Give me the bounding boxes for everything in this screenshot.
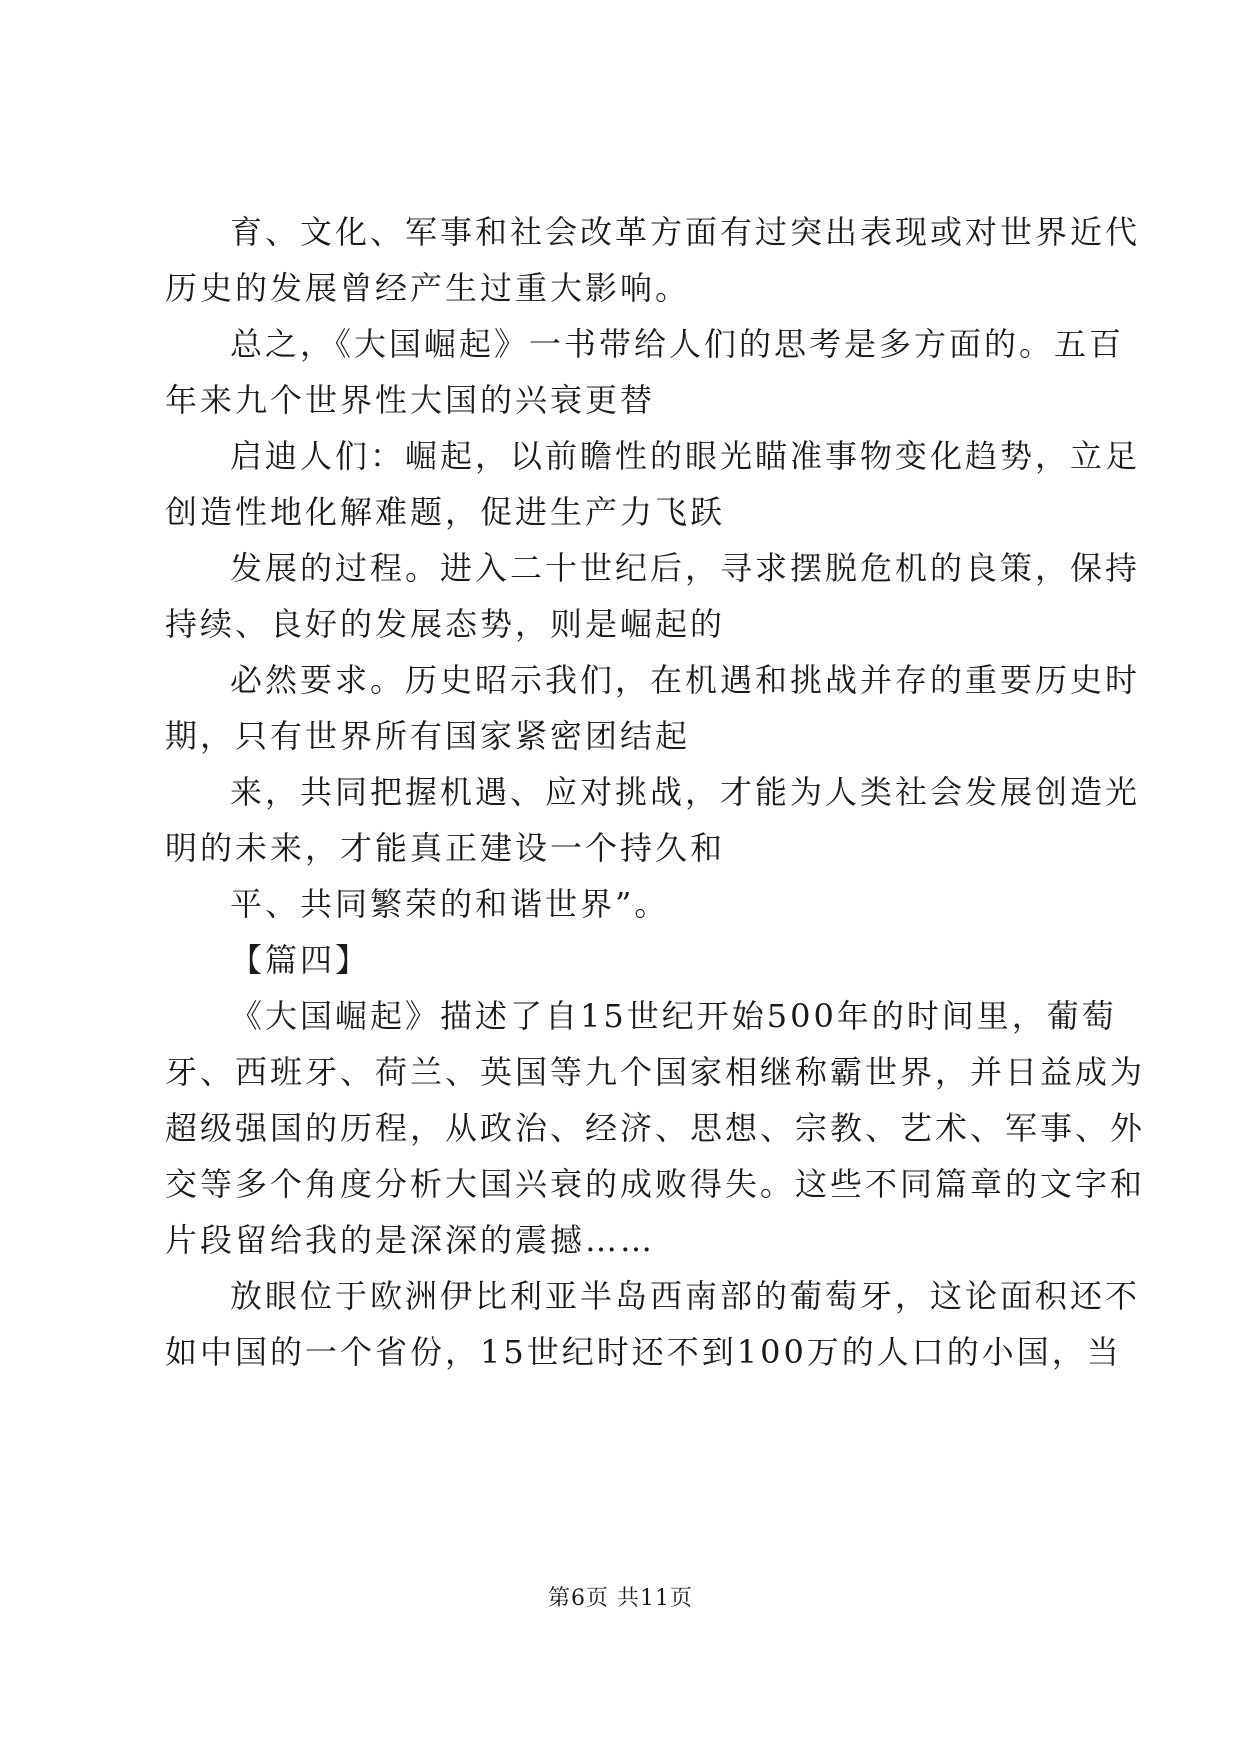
text-line: 总之，《大国崛起》一书带给人们的思考是多方面的。五百 [230, 325, 1125, 363]
text-line: 明的未来，才能真正建设一个持久和 [165, 829, 726, 867]
section-heading: 【篇四】 [230, 941, 371, 979]
text-line: 来，共同把握机遇、应对挑战，才能为人类社会发展创造光 [230, 773, 1141, 811]
text-line: 育、文化、军事和社会改革方面有过突出表现或对世界近代 [230, 213, 1141, 251]
text-line: 平、共同繁荣的和谐世界”。 [230, 885, 670, 923]
text-line: 发展的过程。进入二十世纪后，寻求摆脱危机的良策，保持 [230, 549, 1141, 587]
page-footer: 第6页 共11页 [548, 1586, 693, 1611]
text-line: 创造性地化解难题，促进生产力飞跃 [165, 493, 726, 531]
text-line: 如中国的一个省份，15世纪时还不到100万的人口的小国，当 [165, 1333, 1122, 1371]
text-line: 超级强国的历程，从政治、经济、思想、宗教、艺术、军事、外 [165, 1109, 1146, 1147]
text-line: 持续、良好的发展态势，则是崛起的 [165, 605, 726, 643]
text-line: 启迪人们：崛起，以前瞻性的眼光瞄准事物变化趋势，立足 [230, 437, 1141, 475]
text-line: 片段留给我的是深深的震撼…… [165, 1221, 656, 1259]
text-line: 放眼位于欧洲伊比利亚半岛西南部的葡萄牙，这论面积还不 [230, 1277, 1141, 1315]
text-line: 牙、西班牙、荷兰、英国等九个国家相继称霸世界，并日益成为 [165, 1053, 1146, 1091]
text-line: 《大国崛起》描述了自15世纪开始500年的时间里，葡萄 [230, 997, 1117, 1035]
text-line: 年来九个世界性大国的兴衰更替 [165, 381, 656, 419]
text-line: 期，只有世界所有国家紧密团结起 [165, 717, 691, 755]
text-line: 交等多个角度分析大国兴衰的成败得失。这些不同篇章的文字和 [165, 1165, 1146, 1203]
text-line: 历史的发展曾经产生过重大影响。 [165, 269, 691, 307]
text-line: 必然要求。历史昭示我们，在机遇和挑战并存的重要历史时 [230, 661, 1141, 699]
